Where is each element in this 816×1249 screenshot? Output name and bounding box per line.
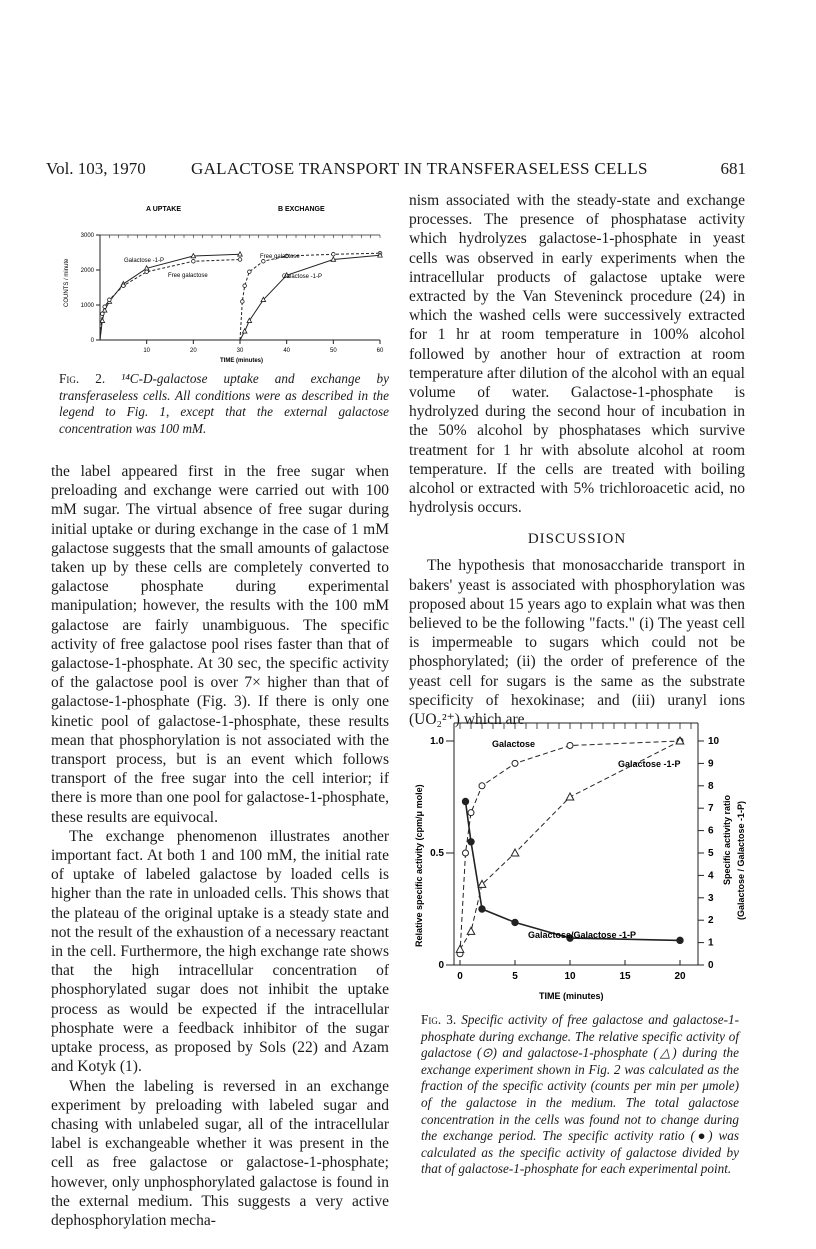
fig3-y2-tick-label: 6 (708, 825, 714, 837)
fig3-y2-label: Specific activity ratio (722, 794, 732, 885)
running-title: GALACTOSE TRANSPORT IN TRANSFERASELESS CELLS (191, 159, 648, 178)
fig3-point-triangle (467, 927, 475, 934)
fig3-point-open-circle (512, 760, 518, 766)
fig3-y2-tick-label: 7 (708, 803, 714, 815)
fig2-legend-free-a: Free galactose (168, 273, 208, 279)
figure-3 (408, 715, 754, 1015)
fig3-point-open-circle (567, 742, 573, 748)
fig3-x-label: TIME (minutes) (539, 991, 604, 1001)
fig3-line-open-circle (460, 741, 680, 954)
fig3-point-open-circle (463, 850, 469, 856)
fig2-y-tick-label: 0 (90, 338, 94, 344)
fig2-x-tick-label: 60 (376, 348, 384, 354)
fig3-legend-galactose: Galactose (492, 739, 536, 749)
fig3-y-label: Relative specific activity (cpm/μ mole) (414, 784, 424, 947)
fig2-legend-gal1p-a: Galactose -1-P (124, 258, 165, 264)
fig3-y2-tick-label: 0 (708, 960, 714, 971)
fig2-point-circle (192, 259, 196, 263)
fig3-point-filled-circle (462, 798, 468, 804)
fig3-caption-label: Fig. 3. (421, 1012, 457, 1027)
fig3-y2-tick-label: 8 (708, 780, 714, 792)
fig2-y-tick-label: 1000 (80, 303, 94, 309)
right-column (409, 191, 745, 729)
left-paragraph-2: The exchange phenomenon illustrates another important fact. At both 1 and 100 mM, the initial rate of uptake of labeled galactose by loaded cells is higher than the rate in unloaded cells. This shows that the plateau of the original uptake is a steady state and not the result of the exhaustion of a necessary reactant in the cell. Furthermore, the high exchange rate shows that the high intracellular concentration of phosphorylated sugar does not inhibit the uptake process as would be expected if the intracellular phosphate were a feedback inhibitor of the sugar uptake process, as proposed by Sols (22) and Azam and Kotyk (1). (51, 827, 389, 1076)
fig3-x-tick-label: 20 (674, 971, 686, 982)
fig3-series (456, 737, 684, 957)
fig2-x-tick-label: 40 (283, 348, 291, 354)
fig3-y2-tick-label: 9 (708, 758, 714, 770)
fig2-point-circle (243, 284, 247, 288)
fig3-point-triangle (566, 793, 574, 800)
fig3-x-tick-label: 15 (619, 971, 631, 982)
fig3-point-filled-circle (468, 839, 474, 845)
fig2-x-tick-label: 50 (329, 348, 337, 354)
page-header (46, 159, 746, 183)
fig2-y-label: COUNTS / minute (64, 258, 70, 307)
fig3-point-filled-circle (479, 906, 485, 912)
fig3-x-tick-label: 10 (564, 971, 576, 982)
fig2-caption-text: ¹⁴C-D-galactose uptake and exchange by transferaseless cells. All conditions were as described in the legend to Fig. 1, except that the external galactose concentration was 100 mM. (59, 371, 389, 436)
fig2-point-circle (108, 298, 112, 302)
fig3-line-filled-circle (466, 802, 681, 941)
fig3-y2-tick-label: 4 (708, 870, 714, 882)
fig2-y-tick-label: 3000 (80, 233, 94, 239)
right-paragraph-1: nism associated with the steady-state and exchange processes. The presence of phosphatase activity which hydrolyzes galactose-1-phosphate in yeast cells was observed in early experiments when the intracellular products of galactose uptake were extracted by the Van Steveninck procedure (24) in which the washed cells were successively extracted for 1 hr at room temperature in 100% alcohol followed by another hour of extraction at room temperature after dilution of the alcohol with an equal volume of water. Galactose-1-phosphate is hydrolyzed during the second hour of incubation in the 50% alcohol by phosphatases which survive treatment for 1 hr with absolute alcohol at room temperature. If the cells are treated with boiling alcohol or extracted with 5% trichloroacetic acid, no hydrolysis occurs. (409, 192, 745, 517)
fig2-point-circle (248, 270, 252, 274)
fig2-point-circle (122, 284, 126, 288)
fig2-point-circle (241, 300, 245, 304)
fig2-y-tick-label: 2000 (80, 268, 94, 274)
fig3-point-triangle (511, 849, 519, 856)
fig2-x-tick-label: 30 (236, 348, 244, 354)
fig3-y-tick-label: 0.5 (430, 848, 444, 859)
journal-volume: Vol. 103, 1970 (46, 159, 146, 178)
fig2-series (100, 251, 382, 340)
fig3-point-open-circle (479, 783, 485, 789)
right-paragraph-2: The hypothesis that monosaccharide transport in bakers' yeast is associated with phosphorylation was proposed about 15 years ago to explain what was then believed to be the following "facts." (i) The yeast cell is impermeable to sugars which could not be phosphorylated; (ii) the order of preference of the yeast cell for sugars is the same as the substrate specificity of hexokinase; and (iii) uranyl ions (UO₂²⁺) which are (409, 557, 745, 729)
fig2-point-circle (332, 252, 336, 256)
fig3-y2-tick-label: 10 (708, 736, 720, 747)
fig2-point-circle (103, 305, 107, 309)
fig2-point-circle (101, 312, 105, 316)
fig3-point-filled-circle (512, 919, 518, 925)
fig2-point-circle (145, 270, 149, 274)
figure-2-caption (59, 371, 389, 437)
page-number: 681 (720, 159, 746, 178)
fig3-y2-tick-label: 2 (708, 915, 714, 927)
fig3-x-tick-label: 0 (457, 971, 463, 982)
fig3-y2-tick-label: 3 (708, 892, 714, 904)
fig3-line-open-triangle (460, 741, 680, 949)
fig3-legend-ratio: Galactose/Galactose -1-P (528, 930, 637, 940)
fig2-point-circle (238, 258, 242, 262)
fig2-y-ticks (81, 233, 100, 344)
fig2-x-tick-label: 20 (189, 348, 197, 354)
fig2-panel-b-label: B EXCHANGE (278, 206, 325, 213)
fig3-point-open-circle (468, 810, 474, 816)
figure-2 (50, 195, 390, 375)
fig2-legend-free-b: Free galactose (260, 254, 300, 260)
section-heading: DISCUSSION (527, 531, 627, 548)
fig2-line-a-triangle (100, 254, 240, 340)
fig2-caption-label: Fig. 2. (59, 371, 106, 386)
fig3-caption-text: Specific activity of free galactose and galactose-1-phosphate during exchange. The relative specific activity of galactose (⊙) and galactose-1-phosphate (△) during the exchange experiment shown in Fig. 2 was calculated as the fraction of the specific activity (counts per min per μmole) of the galactose in the medium. The total galactose concentration in the cells was found not to change during the exchange period. The specific activity ratio (●) was calculated as the specific activity of galactose divided by that of galactose-1-phosphate for each experimental point. (421, 1012, 740, 1177)
fig3-point-triangle (456, 945, 464, 952)
left-paragraph-1: the label appeared first in the free sugar when preloading and exchange were carried out with 100 mM sugar. The virtual absence of free sugar during initial uptake or during exchange in the case of 1 mM galactose suggests that the small amounts of galactose taken up by these cells are completely converted to galactose phosphate during experimental manipulation; however, the results with the 100 mM galactose are fairly unambiguous. The specific activity of free galactose pool rises faster than that of galactose-1-phosphate. At 30 sec, the specific activity of the galactose pool is over 7× higher than that of galactose-1-phosphate (Fig. 3). If there is only one kinetic pool of galactose-1-phosphate, these results mean that phosphorylation is not associated with the transport process, but is an event which follows transport of the free sugar into the cell interior; if there is more than one pool for galactose-1-phosphate, these results are equivocal. (51, 463, 389, 826)
fig3-point-filled-circle (677, 937, 683, 943)
fig2-legend-gal1p-b: Galactose -1-P (282, 274, 323, 280)
fig2-x-tick-label: 10 (143, 348, 151, 354)
fig3-y-tick-label: 1.0 (430, 736, 444, 747)
fig2-x-label: TIME (minutes) (220, 358, 263, 364)
fig2-line-b-circle (240, 253, 380, 340)
left-paragraph-3: When the labeling is reversed in an exchange experiment by preloading with labeled sugar and chasing with unlabeled sugar, all of the intracellular label is exchangeable whether it was present in the cell as free galactose or galactose-1-phosphate; however, only unphosphorylated galactose is found in the external medium. This suggests a very active dephosphorylation mecha- (51, 1077, 389, 1229)
fig3-legend-gal1p: Galactose -1-P (618, 759, 681, 769)
fig3-y2-label-2: (Galactose / Galactose -1-P) (736, 800, 746, 920)
fig2-line-a-circle (100, 260, 240, 341)
fig2-panel-a-label: A UPTAKE (146, 206, 181, 213)
fig3-y-tick-label: 0 (438, 960, 444, 971)
fig3-y2-tick-label: 1 (708, 937, 714, 949)
fig2-line-b-triangle (240, 255, 380, 340)
left-column (51, 462, 389, 1230)
fig3-x-tick-label: 5 (512, 971, 518, 982)
fig3-y2-tick-label: 5 (708, 848, 714, 859)
fig2-point-triangle (242, 329, 247, 333)
figure-3-caption (421, 1012, 739, 1178)
